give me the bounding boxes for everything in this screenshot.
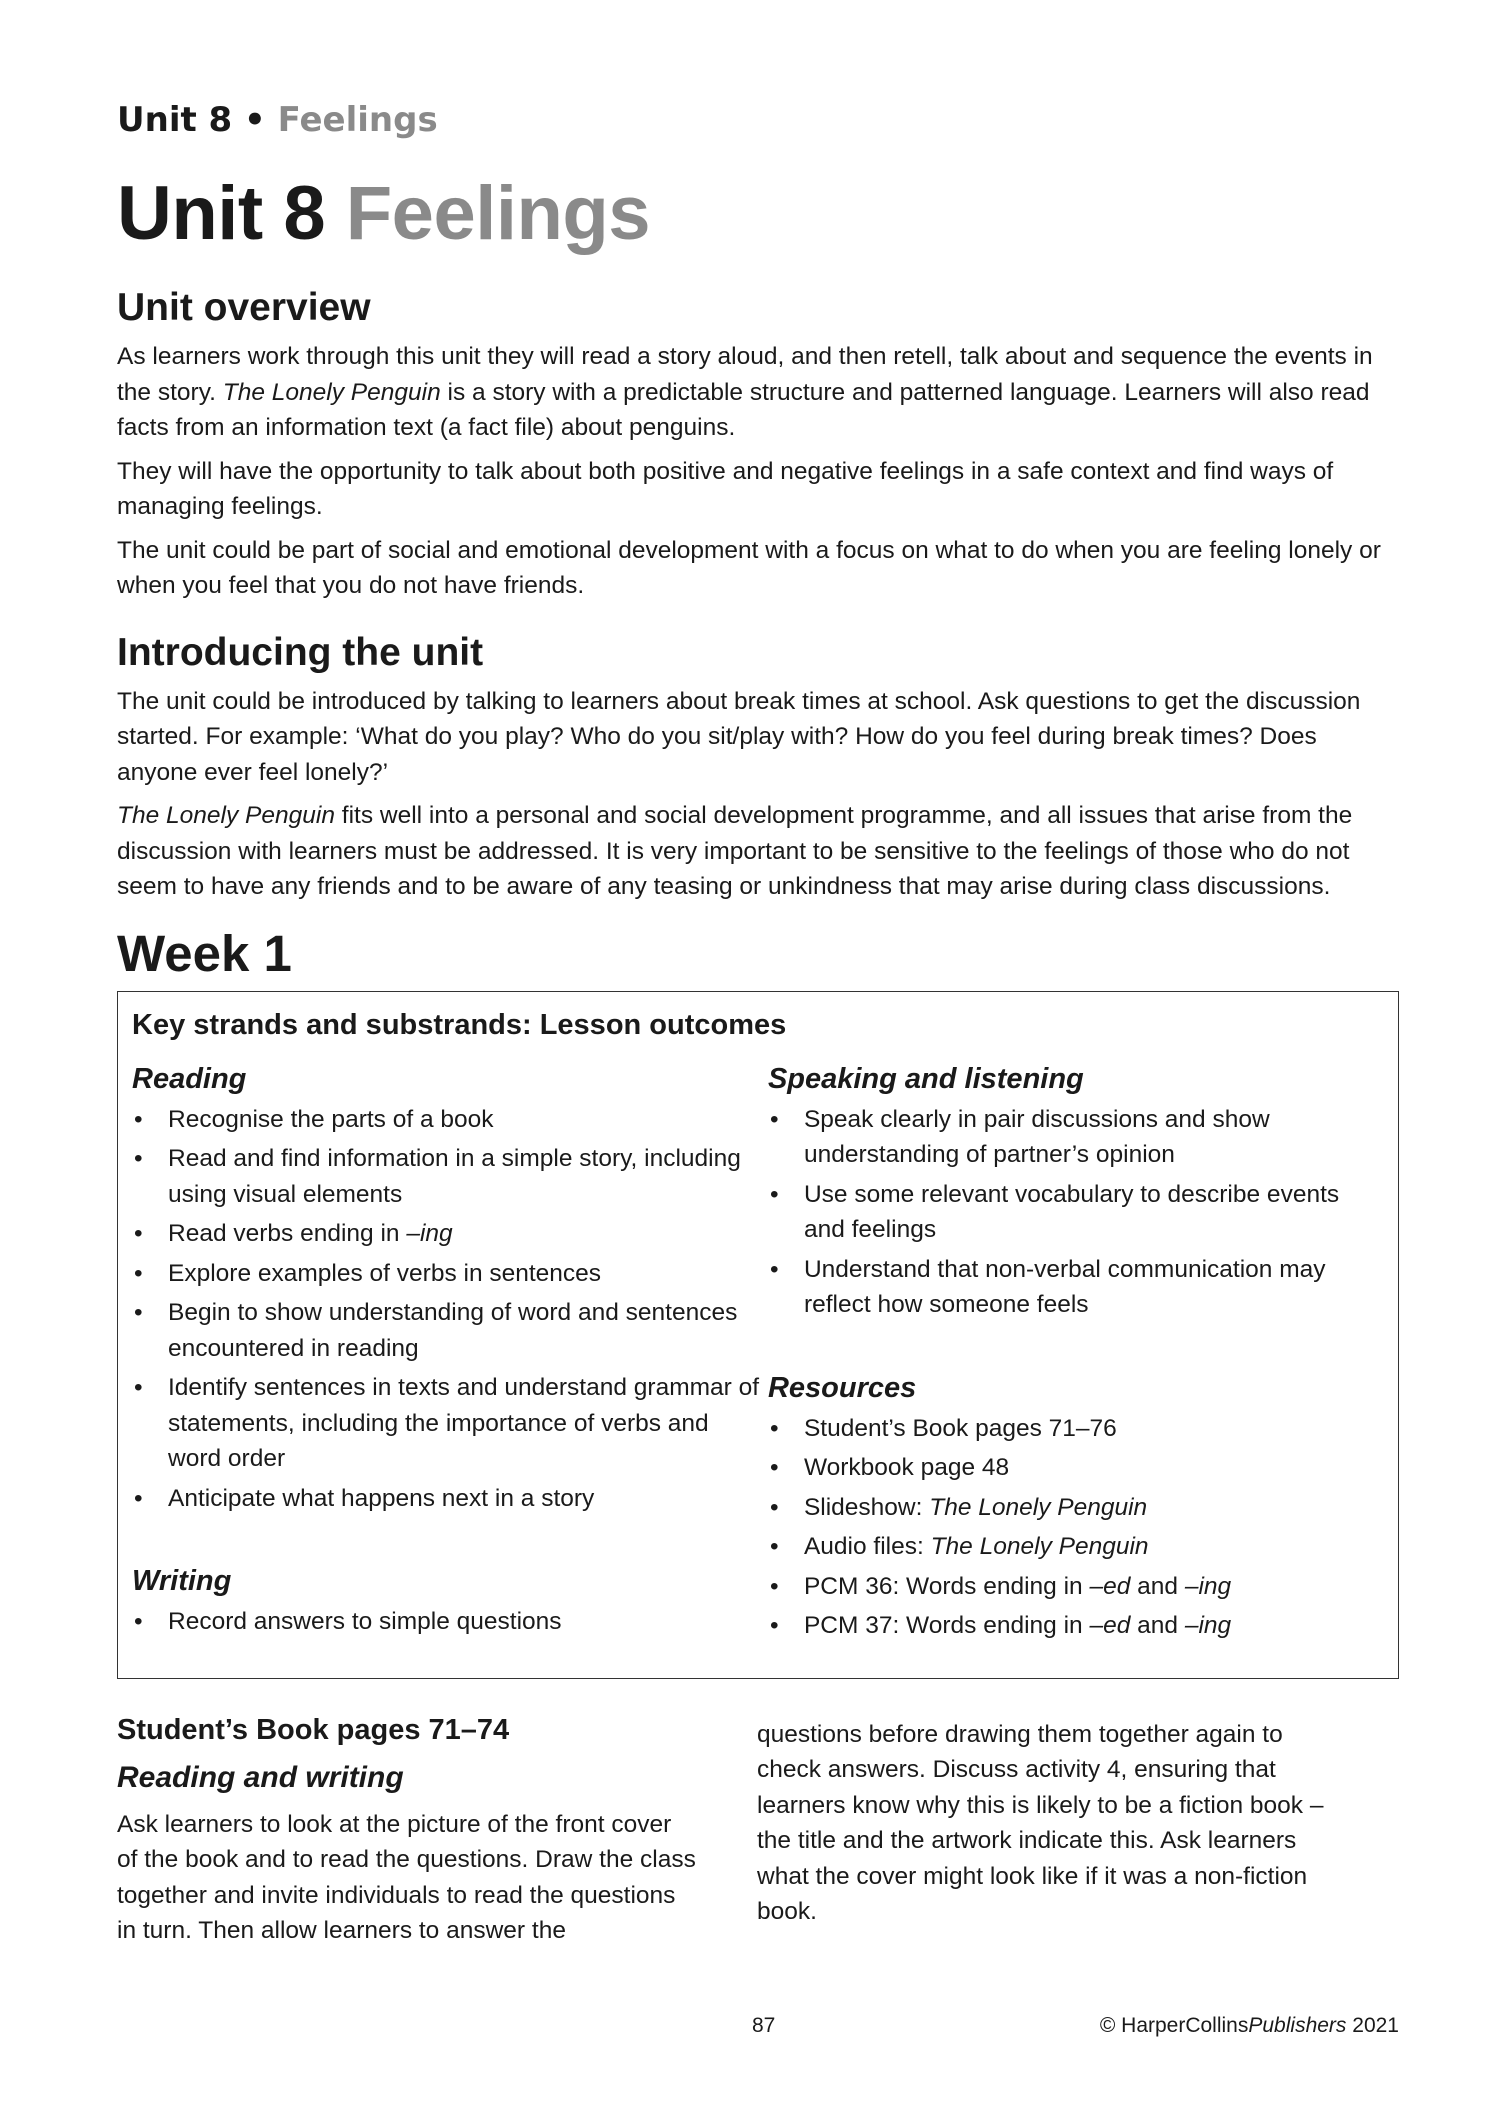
text: 2021 (1346, 2014, 1399, 2037)
running-head-unit: Unit 8 (117, 100, 233, 140)
page-number: 87 (752, 2014, 776, 2037)
list-item: • Workbook page 48 (768, 1450, 1384, 1486)
overview-paragraph-2: They will have the opportunity to talk about both positive and negative feelings in a safe context and find ways of managing feelings. (117, 457, 1334, 520)
page-content (117, 95, 1399, 1957)
reading-list (132, 1102, 768, 1517)
writing-heading: Writing (132, 1565, 232, 1597)
text: PCM 36: Words ending in (803, 1572, 1090, 1600)
text: Audio files: (803, 1533, 931, 1560)
book-title: The Lonely Penguin (930, 1533, 1149, 1560)
box-title: Key strands and substrands: Lesson outcomes (132, 1008, 787, 1041)
left-column (132, 1060, 768, 1648)
list-item: • Speak clearly in pair discussions and show understanding of partner’s opinion (768, 1102, 1384, 1173)
lesson-outcomes-box (117, 991, 1399, 1679)
list-item: • Use some relevant vocabulary to describe events and feelings (768, 1177, 1384, 1248)
list-item: • Explore examples of verbs in sentences (132, 1256, 768, 1292)
list-item: • Understand that non-verbal communication may reflect how someone feels (768, 1252, 1384, 1323)
text: As learners work through this unit they will read a story aloud, and then retell, talk about and sequence the events in the story. (117, 343, 1373, 406)
list-item: • Recognise the parts of a book (132, 1102, 768, 1138)
text: PCM 37: Words ending in (803, 1612, 1090, 1639)
book-title: The Lonely Penguin (222, 378, 441, 406)
list-item: • Anticipate what happens next in a story (132, 1481, 768, 1517)
suffix: –ed (1089, 1572, 1131, 1600)
list-item: • Record answers to simple questions (132, 1604, 768, 1640)
list-item: • Read and find information in a simple story, including using visual elements (132, 1141, 768, 1212)
list-item (132, 1216, 768, 1252)
reading-heading: Reading (132, 1062, 247, 1095)
text: fits well into a personal and social development programme, and all issues that arise from the discussion with learners must be addressed. It is very important to be sensitive to the feelings of those who do not seem to have any friends and to be aware of any teasing or unkindness that may arise during class discussions. (117, 802, 1353, 900)
title-unit: Unit 8 (117, 171, 326, 256)
running-head (117, 95, 1399, 145)
text: Read verbs ending in (168, 1220, 407, 1247)
bottom-right-column (757, 1711, 1337, 1957)
students-book-section (117, 1711, 1399, 1957)
text: Slideshow: (803, 1493, 930, 1521)
title-topic: Feelings (345, 171, 651, 256)
text: © HarperCollins (1099, 2014, 1249, 2037)
suffix: –ed (1089, 1612, 1131, 1639)
list-item (768, 1490, 1384, 1526)
list-item: • Begin to show understanding of word and sentences encountered in reading (132, 1295, 768, 1366)
reading-writing-heading: Reading and writing (117, 1760, 404, 1794)
book-title: The Lonely Penguin (929, 1493, 1148, 1521)
bottom-paragraph-left: Ask learners to look at the picture of the front cover of the book and to read the questions. Draw the class together and invite individuals to read the questions in turn. Then allow learners to answer the (117, 1810, 696, 1944)
unit-overview-heading: Unit overview (117, 286, 371, 329)
copyright (1100, 2014, 1399, 2038)
text: and (1130, 1612, 1185, 1639)
intro-paragraph-2 (117, 798, 1399, 905)
intro-paragraph-1: The unit could be introduced by talking to learners about break times at school. Ask questions to get the discussion started. For example: ‘What do you play? Who do you sit/play with? How do you feel during break times? Does anyone ever feel lonely?’ (117, 687, 1361, 786)
list-item (768, 1529, 1384, 1565)
resources-heading: Resources (767, 1371, 917, 1404)
writing-list (132, 1604, 768, 1640)
bottom-paragraph-right: questions before drawing them together again to check answers. Discuss activity 4, ensuring that learners know why this is likely to be a fiction book – the title and the artwork indicate this. Ask learners what the cover might look like if it was a non-fiction book. (757, 1720, 1324, 1925)
list-item: • Student’s Book pages 71–76 (768, 1411, 1384, 1447)
suffix: –ing (1184, 1612, 1232, 1639)
suffix: –ing (1184, 1572, 1232, 1600)
page-title (117, 169, 1399, 259)
book-title: The Lonely Penguin (117, 802, 335, 829)
resources-list (768, 1411, 1384, 1644)
speaking-listening-heading: Speaking and listening (767, 1062, 1084, 1095)
bottom-left-column (117, 1711, 697, 1957)
overview-paragraph-3: The unit could be part of social and emotional development with a focus on what to do when you are feeling lonely or when you feel that you do not have friends. (117, 536, 1381, 599)
suffix: –ing (406, 1220, 453, 1247)
list-item (768, 1608, 1384, 1644)
text: and (1130, 1572, 1185, 1600)
speaking-list (768, 1102, 1384, 1323)
list-item (768, 1569, 1384, 1605)
text: Publishers (1248, 2014, 1347, 2037)
text: is a story with a predictable structure and patterned language. Learners will also read facts from an information text (a fact file) about penguins. (117, 378, 1370, 441)
week-heading: Week 1 (117, 924, 292, 982)
overview-paragraph-1 (117, 339, 1399, 446)
running-head-separator: • (232, 100, 278, 140)
list-item: • Identify sentences in texts and understand grammar of statements, including the importance of verbs and word order (132, 1370, 768, 1477)
right-column (768, 1060, 1384, 1648)
running-head-topic: Feelings (277, 100, 438, 140)
students-book-heading: Student’s Book pages 71–74 (117, 1713, 510, 1746)
introducing-heading: Introducing the unit (117, 630, 484, 674)
